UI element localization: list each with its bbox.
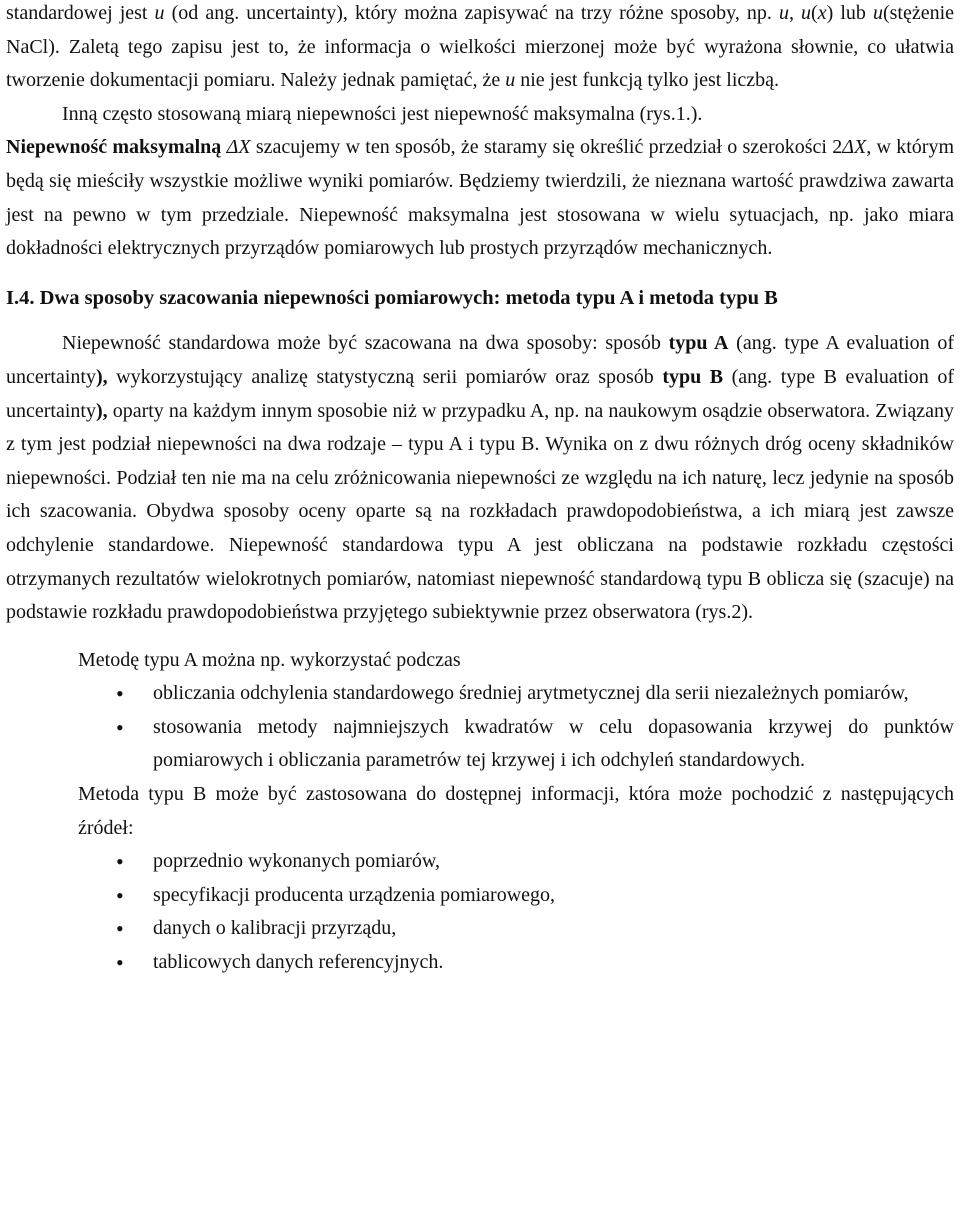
list-item-text: danych o kalibracji przyrządu, bbox=[153, 917, 397, 940]
list-item-text: tablicowych danych referencyjnych. bbox=[153, 951, 444, 974]
list-item-text: specyfikacji producenta urządzenia pomiarowego, bbox=[153, 883, 556, 906]
text-run: x bbox=[817, 2, 827, 24]
paragraph-type-a-type-b bbox=[6, 327, 954, 629]
text-run: u bbox=[505, 69, 516, 92]
text-run: wykorzystujący analizę statystyczną serii pomiarów oraz sposób bbox=[107, 365, 663, 388]
bullet-icon: • bbox=[116, 681, 124, 707]
text-run: u bbox=[872, 2, 883, 24]
text-run: standardowej jest bbox=[6, 2, 155, 24]
text-run: typu B bbox=[662, 365, 724, 388]
list-item-text: poprzednio wykonanych pomiarów, bbox=[153, 850, 440, 873]
text-run: (ang. type B evaluation of uncertainty bbox=[6, 365, 954, 422]
text-run: ΔX bbox=[226, 136, 251, 159]
list-item bbox=[6, 711, 954, 778]
list-item-text: obliczania odchylenia standardowego średniej arytmetycznej dla serii niezależnych pomiarów, bbox=[153, 682, 909, 705]
type-b-intro: Metoda typu B może być zastosowana do dostępnej informacji, która może pochodzić z następujących źródeł: bbox=[78, 783, 954, 839]
list-item bbox=[6, 912, 954, 946]
text-run: , bbox=[788, 2, 802, 24]
text-run: (ang. type A evaluation of uncertainty bbox=[6, 332, 955, 388]
bullet-icon: • bbox=[116, 714, 124, 740]
list-item bbox=[6, 677, 954, 711]
text-run: u bbox=[801, 2, 812, 24]
type-a-list bbox=[6, 677, 954, 778]
text-run: Niepewność standardowa może być szacowana na dwa sposoby: sposób bbox=[62, 332, 669, 355]
type-a-intro: Metodę typu A można np. wykorzystać podczas bbox=[78, 648, 461, 671]
text-run: szacujemy w ten sposób, że staramy się określić przedział o szerokości 2 bbox=[250, 136, 843, 159]
bullet-icon: • bbox=[116, 882, 124, 908]
text-run: oparty na każdym innym sposobie niż w przypadku A, np. na naukowym osądzie obserwatora. Związany z tym jest podział niepewności na dwa rodzaje – typu A i typu B. Wynika on z dwu różnych dróg oceny składników niepewności. Podział ten nie ma na celu zróżnicowania niepewności ze względu na ich naturę, lecz jedynie na sposób ich szacowania. Obydwa sposoby oceny oparte są na rozkładach prawdopodobieństwa, a ich miarą jest zawsze odchylenie standardowe. Niepewność standardowa typu A jest obliczana na podstawie rozkładu częstości otrzymanych rezultatów wielokrotnych pomiarów, natomiast niepewność standardową typu B oblicza się (szacuje) na podstawie rozkładu prawdopodobieństwa przyjętego subiektywnie przez obserwatora (rys.2). bbox=[6, 399, 954, 624]
list-item bbox=[6, 879, 954, 913]
text-run: u bbox=[778, 2, 789, 24]
text-run: (od ang. uncertainty), który można zapisywać na trzy różne sposoby, np. bbox=[164, 2, 779, 24]
text-run: ( bbox=[811, 2, 818, 24]
paragraph-maximal-uncertainty-intro bbox=[6, 98, 954, 132]
text-run: Niepewność maksymalną bbox=[6, 136, 227, 159]
paragraph-uncertainty-notation bbox=[6, 0, 954, 98]
text-run: , w którym będą się mieściły wszystkie możliwe wyniki pomiarów. Będziemy twierdzili, że nieznana wartość prawdziwa zawarta jest na pewno w tym przedziale. Niepewność maksymalna jest stosowana w wielu sytuacjach, np. jako miara dokładności elektrycznych przyrządów pomiarowych lub prostych przyrządów mechanicznych. bbox=[6, 136, 955, 260]
text-run: Inną często stosowaną miarą niepewności jest niepewność maksymalna (rys.1.). bbox=[62, 102, 703, 125]
text-run: (stężenie NaCl). Zaletą tego zapisu jest to, że informacja o wielkości mierzonej może być wyrażona słownie, co ułatwia tworzenie dokumentacji pomiaru. Należy jednak pamiętać, że bbox=[6, 2, 955, 92]
text-run: ΔX bbox=[842, 136, 867, 159]
list-item-text: stosowania metody najmniejszych kwadratów w celu dopasowania krzywej do punktów pomiarowych i obliczania parametrów tej krzywej i ich odchyleń standardowych. bbox=[153, 715, 954, 772]
text-run: ), bbox=[95, 365, 108, 388]
text-run: ) lub bbox=[826, 2, 873, 24]
text-run: nie jest funkcją tylko jest liczbą. bbox=[515, 69, 780, 92]
bullet-icon: • bbox=[116, 950, 124, 976]
text-run: u bbox=[154, 2, 165, 24]
section-heading: I.4. Dwa sposoby szacowania niepewności pomiarowych: metoda typu A i metoda typu B bbox=[6, 286, 778, 309]
list-item bbox=[6, 946, 954, 980]
bullet-icon: • bbox=[116, 849, 124, 875]
text-run: typu A bbox=[668, 332, 729, 355]
list-item bbox=[6, 845, 954, 879]
bullet-icon: • bbox=[116, 916, 124, 942]
text-run: ), bbox=[95, 399, 108, 422]
type-b-list bbox=[6, 845, 954, 979]
paragraph-maximal-uncertainty-definition bbox=[6, 131, 954, 265]
